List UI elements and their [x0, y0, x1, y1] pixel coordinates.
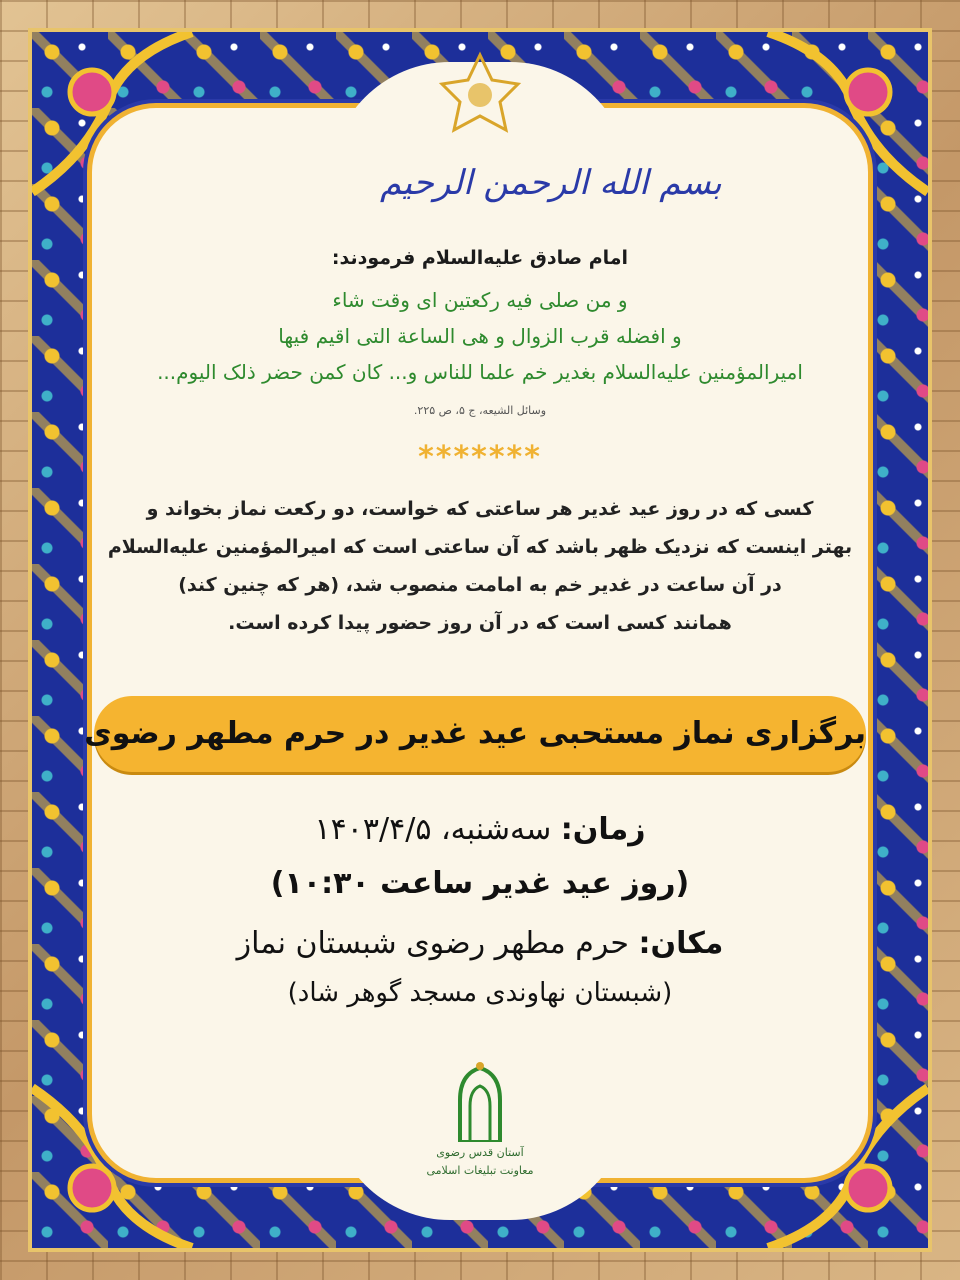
arabic-quote	[110, 282, 850, 390]
time-label: زمان:	[560, 812, 646, 847]
event-time	[130, 812, 830, 847]
ornament-crown-icon	[430, 50, 530, 140]
bismillah-calligraphy: بسم الله الرحمن الرحیم	[380, 163, 722, 203]
body-line: کسی که در روز عید غدیر هر ساعتی که خواست، دو رکعت نماز بخواند و	[146, 498, 814, 520]
event-title-banner	[84, 696, 866, 772]
body-line: همانند کسی است که در آن روز حضور پیدا کرده است.	[228, 612, 732, 634]
place-label: مکان:	[638, 926, 724, 961]
arabic-line: امیرالمؤمنین علیه‌السلام بغدیر خم علما للناس و... کان کمن حضر ذلک الیوم...	[157, 360, 803, 384]
quote-intro: امام صادق علیه‌السلام فرمودند:	[331, 247, 629, 269]
shrine-logo-icon	[450, 1060, 510, 1142]
arabic-line: و افضله قرب الزوال و هی الساعة التی اقیم فیها	[278, 324, 682, 348]
time-note: (روز عید غدیر ساعت ۱۰:۳۰)	[270, 866, 690, 901]
place-note: (شبستان نهاوندی مسجد گوهر شاد)	[287, 978, 673, 1008]
logo-line-2: معاونت تبلیغات اسلامی	[426, 1164, 534, 1177]
event-place	[130, 926, 830, 961]
body-line: در آن ساعت در غدیر خم به امامت منصوب شد، (هر که چنین کند)	[178, 574, 782, 596]
logo-line-1: آستان قدس رضوی	[436, 1146, 524, 1159]
event-title: برگزاری نماز مستحبی عید غدیر در حرم مطهر رضوی	[84, 716, 866, 751]
body-line: بهتر اینست که نزدیک ظهر باشد که آن ساعتی است که امیرالمؤمنین علیه‌السلام	[107, 536, 853, 558]
body-text	[100, 490, 860, 642]
place-value: حرم مطهر رضوی شبستان نماز	[236, 926, 629, 961]
stars-divider: *******	[418, 440, 542, 475]
quote-source: وسائل الشیعه، ج ۵، ص ۲۲۵.	[413, 404, 547, 417]
organization-logo	[405, 1060, 555, 1230]
arabic-line: و من صلی فیه رکعتین ای وقت شاء	[332, 288, 628, 312]
time-value: سه‌شنبه، ۱۴۰۳/۴/۵	[314, 812, 552, 847]
